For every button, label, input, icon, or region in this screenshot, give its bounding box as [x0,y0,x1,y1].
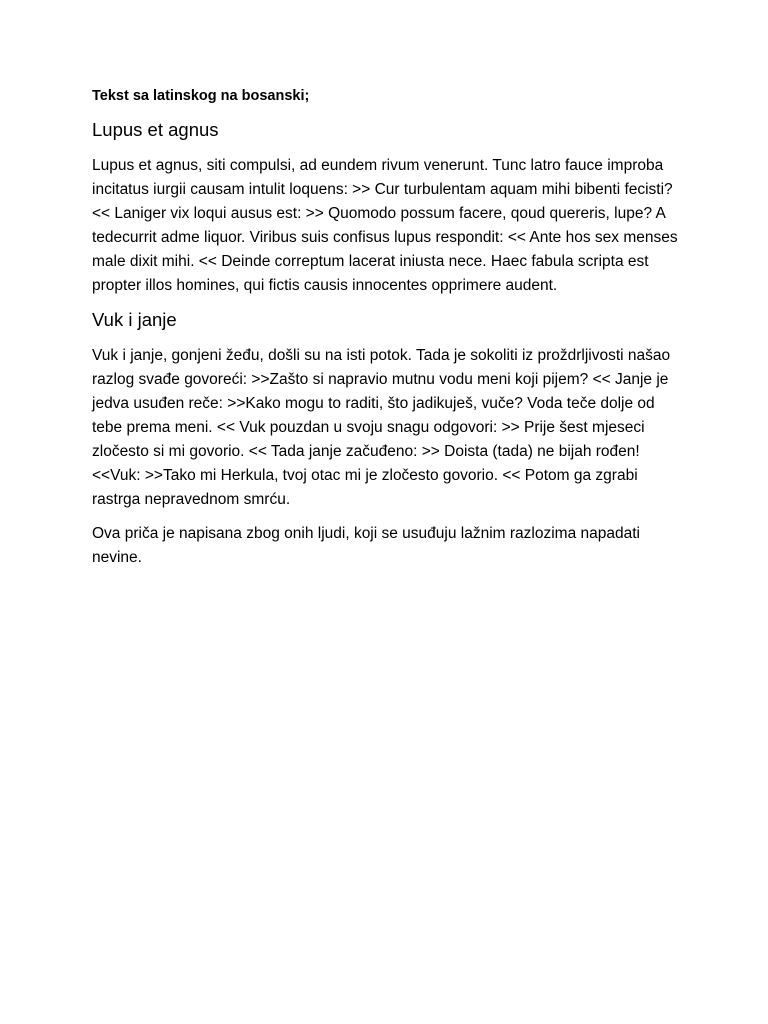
latin-section-body: Lupus et agnus, siti compulsi, ad eundem rivum venerunt. Tunc latro fauce improba incitatus iurgii causam intulit loquens: >> Cur turbulentam aquam mihi bibenti fecisti? << Laniger vix loqui ausus est: >> Quomodo possum facere, qoud quereris, lupe? A tedecurrit adme liquor. Viribus suis confisus lupus respondit: << Ante hos sex menses male dixit mihi. << Deinde correptum lacerat iniusta nece. Haec fabula scripta est propter illos homines, qui fictis causis innocentes opprimere audent. [92,157,678,294]
bosnian-section-moral: Ova priča je napisana zbog onih ljudi, koji se usuđuju lažnim razlozima napadati nevine. [92,525,640,566]
document-page [92,86,682,580]
intro-label: Tekst sa latinskog na bosanski; [92,88,310,104]
bosnian-section-body: Vuk i janje, gonjeni žeđu, došli su na isti potok. Tada je sokoliti iz proždrljivosti našao razlog svađe govoreći: >>Zašto si napravio mutnu vodu meni koji pijem? << Janje je jedva usuđen reče: >>Kako mogu to raditi, što jadikuješ, vuče? Voda teče dolje od tebe prema meni. << Vuk pouzdan u svoju snagu odgovori: >> Prije šest mjeseci zločesto si mi govorio. << Tada janje začuđeno: >> Doista (tada) ne bijah rođen! <<Vuk: >>Tako mi Herkula, tvoj otac mi je zločesto govorio. << Potom ga zgrabi rastrga nepravednom smrću. [92,347,671,508]
latin-section-title: Lupus et agnus [92,119,219,140]
bosnian-section-title: Vuk i janje [92,309,177,330]
